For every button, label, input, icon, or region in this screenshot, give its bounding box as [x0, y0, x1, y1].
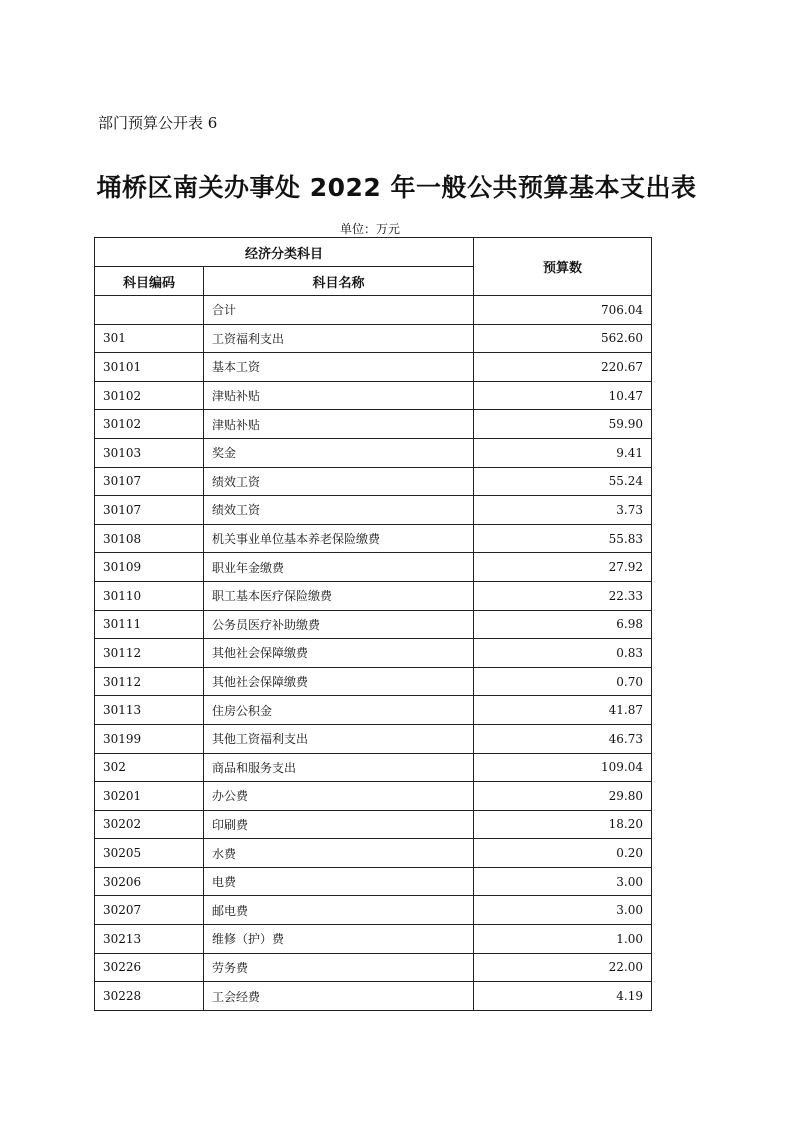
row-code: 30102 [95, 410, 204, 439]
table-row [95, 353, 652, 382]
table-row [95, 438, 652, 467]
row-amount: 562.60 [474, 324, 652, 353]
table-row [95, 324, 652, 353]
row-amount: 9.41 [474, 438, 652, 467]
row-amount: 29.80 [474, 782, 652, 811]
row-name: 邮电费 [204, 896, 474, 925]
row-amount: 706.04 [474, 296, 652, 325]
row-amount: 55.24 [474, 467, 652, 496]
table-row [95, 467, 652, 496]
table-row [95, 553, 652, 582]
row-code: 30110 [95, 581, 204, 610]
row-name: 公务员医疗补助缴费 [204, 610, 474, 639]
row-amount: 220.67 [474, 353, 652, 382]
table-row [95, 381, 652, 410]
row-name: 绩效工资 [204, 467, 474, 496]
row-amount: 3.00 [474, 896, 652, 925]
row-amount: 18.20 [474, 810, 652, 839]
row-code: 30107 [95, 496, 204, 525]
row-code: 30228 [95, 982, 204, 1011]
table-row [95, 581, 652, 610]
table-row [95, 953, 652, 982]
row-name: 商品和服务支出 [204, 753, 474, 782]
row-name: 其他社会保障缴费 [204, 639, 474, 668]
row-amount: 4.19 [474, 982, 652, 1011]
header-economic-classification: 经济分类科目 [95, 238, 474, 267]
table-row [95, 753, 652, 782]
row-name: 水费 [204, 839, 474, 868]
row-name: 津贴补贴 [204, 381, 474, 410]
row-name: 印刷费 [204, 810, 474, 839]
row-name: 住房公积金 [204, 696, 474, 725]
table-row [95, 896, 652, 925]
page-title: 埇桥区南关办事处 2022 年一般公共预算基本支出表 [96, 173, 697, 202]
row-code: 30107 [95, 467, 204, 496]
row-name: 基本工资 [204, 353, 474, 382]
row-name: 劳务费 [204, 953, 474, 982]
row-amount: 3.00 [474, 867, 652, 896]
table-row [95, 867, 652, 896]
row-code: 30113 [95, 696, 204, 725]
row-code: 30206 [95, 867, 204, 896]
row-code: 30199 [95, 724, 204, 753]
row-amount: 0.20 [474, 839, 652, 868]
document-label: 部门预算公开表 6 [98, 114, 218, 132]
row-amount: 10.47 [474, 381, 652, 410]
row-code: 30202 [95, 810, 204, 839]
row-code: 30108 [95, 524, 204, 553]
row-amount: 27.92 [474, 553, 652, 582]
row-code: 30109 [95, 553, 204, 582]
row-amount: 22.00 [474, 953, 652, 982]
row-code: 30201 [95, 782, 204, 811]
table-row [95, 839, 652, 868]
row-amount: 22.33 [474, 581, 652, 610]
row-code: 30111 [95, 610, 204, 639]
table-row [95, 496, 652, 525]
row-amount: 0.83 [474, 639, 652, 668]
row-name: 奖金 [204, 438, 474, 467]
row-code: 302 [95, 753, 204, 782]
row-code [95, 296, 204, 325]
row-name: 其他工资福利支出 [204, 724, 474, 753]
row-amount: 55.83 [474, 524, 652, 553]
row-code: 30102 [95, 381, 204, 410]
unit-label: 单位：万元 [340, 222, 401, 236]
row-amount: 59.90 [474, 410, 652, 439]
row-code: 30207 [95, 896, 204, 925]
row-code: 30101 [95, 353, 204, 382]
header-subject-name: 科目名称 [204, 267, 474, 296]
table-row [95, 410, 652, 439]
row-name: 办公费 [204, 782, 474, 811]
table-row [95, 925, 652, 954]
row-amount: 0.70 [474, 667, 652, 696]
row-amount: 46.73 [474, 724, 652, 753]
table-row [95, 524, 652, 553]
row-code: 301 [95, 324, 204, 353]
row-name: 绩效工资 [204, 496, 474, 525]
row-code: 30226 [95, 953, 204, 982]
budget-table [94, 237, 652, 1011]
header-subject-code: 科目编码 [95, 267, 204, 296]
row-code: 30103 [95, 438, 204, 467]
row-amount: 1.00 [474, 925, 652, 954]
row-name: 电费 [204, 867, 474, 896]
row-name: 工资福利支出 [204, 324, 474, 353]
table-row [95, 639, 652, 668]
header-budget-amount: 预算数 [474, 238, 652, 296]
row-amount: 3.73 [474, 496, 652, 525]
table-row [95, 724, 652, 753]
row-name: 机关事业单位基本养老保险缴费 [204, 524, 474, 553]
row-name: 合计 [204, 296, 474, 325]
row-code: 30112 [95, 667, 204, 696]
row-name: 维修（护）费 [204, 925, 474, 954]
row-code: 30213 [95, 925, 204, 954]
row-name: 津贴补贴 [204, 410, 474, 439]
row-amount: 109.04 [474, 753, 652, 782]
row-name: 职工基本医疗保险缴费 [204, 581, 474, 610]
row-code: 30205 [95, 839, 204, 868]
table-row [95, 610, 652, 639]
table-row [95, 667, 652, 696]
row-amount: 41.87 [474, 696, 652, 725]
row-amount: 6.98 [474, 610, 652, 639]
row-name: 其他社会保障缴费 [204, 667, 474, 696]
table-row [95, 810, 652, 839]
table-row [95, 696, 652, 725]
row-name: 工会经费 [204, 982, 474, 1011]
row-name: 职业年金缴费 [204, 553, 474, 582]
table-row [95, 296, 652, 325]
row-code: 30112 [95, 639, 204, 668]
table-row [95, 782, 652, 811]
table-row [95, 982, 652, 1011]
